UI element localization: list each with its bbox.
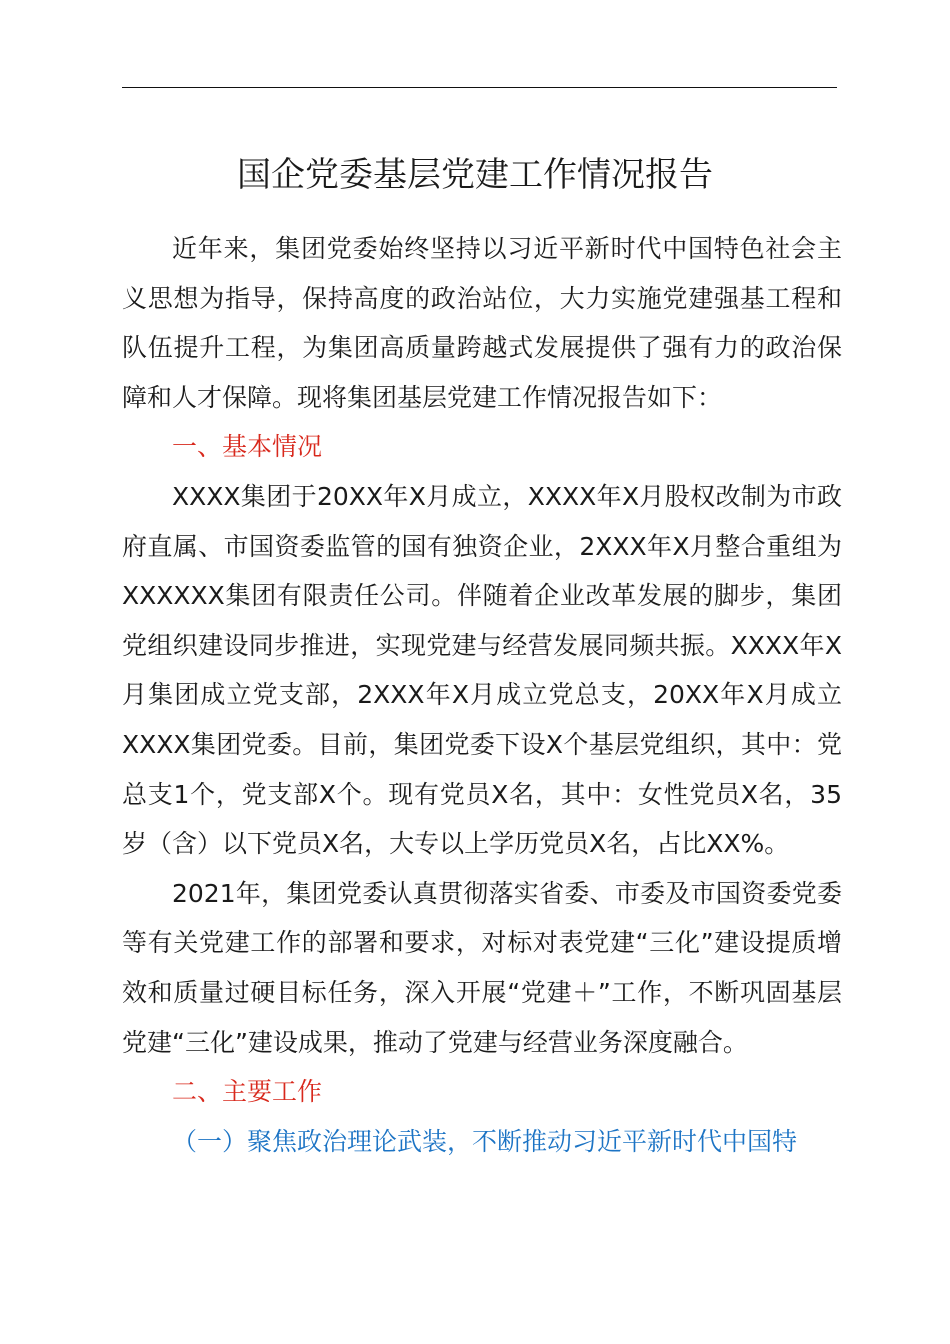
header-rule (122, 87, 837, 88)
document-body (122, 224, 842, 1166)
section-heading-main-work: 二、主要工作 (172, 1077, 323, 1107)
document-title: 国企党委基层党建工作情况报告 (237, 155, 713, 195)
section-heading-basic-situation: 一、基本情况 (172, 432, 323, 462)
intro-paragraph: 近年来，集团党委始终坚持以习近平新时代中国特色社会主义思想为指导，保持高度的政治站位，大力实施党建强基工程和队伍提升工程，为集团高质量跨越式发展提供了强有力的政治保障和人才保障。现将集团基层党建工作情况报告如下： (122, 234, 842, 412)
subsection-heading-political-theory: （一）聚焦政治理论武装，不断推动习近平新时代中国特 (172, 1126, 798, 1156)
basic-situation-paragraph: XXXX集团于20XX年X月成立，XXXX年X月股权改制为市政府直属、市国资委监管的国有独资企业，2XXX年X月整合重组为XXXXXX集团有限责任公司。伴随着企业改革发展的脚步，集团党组织建设同步推进，实现党建与经营发展同频共振。XXXX年X月集团成立党支部，2XXX年X月成立党总支，20XX年X月成立XXXX集团党委。目前，集团党委下设X个基层党组织，其中：党总支1个，党支部X个。现有党员X名，其中：女性党员X名，35岁（含）以下党员X名，大专以上学历党员X名，占比XX%。 (122, 481, 842, 859)
annual-work-paragraph: 2021年，集团党委认真贯彻落实省委、市委及市国资委党委等有关党建工作的部署和要求，对标对表党建“三化”建设提质增效和质量过硬目标任务，深入开展“党建＋”工作，不断巩固基层党建“三化”建设成果，推动了党建与经营业务深度融合。 (122, 878, 842, 1057)
